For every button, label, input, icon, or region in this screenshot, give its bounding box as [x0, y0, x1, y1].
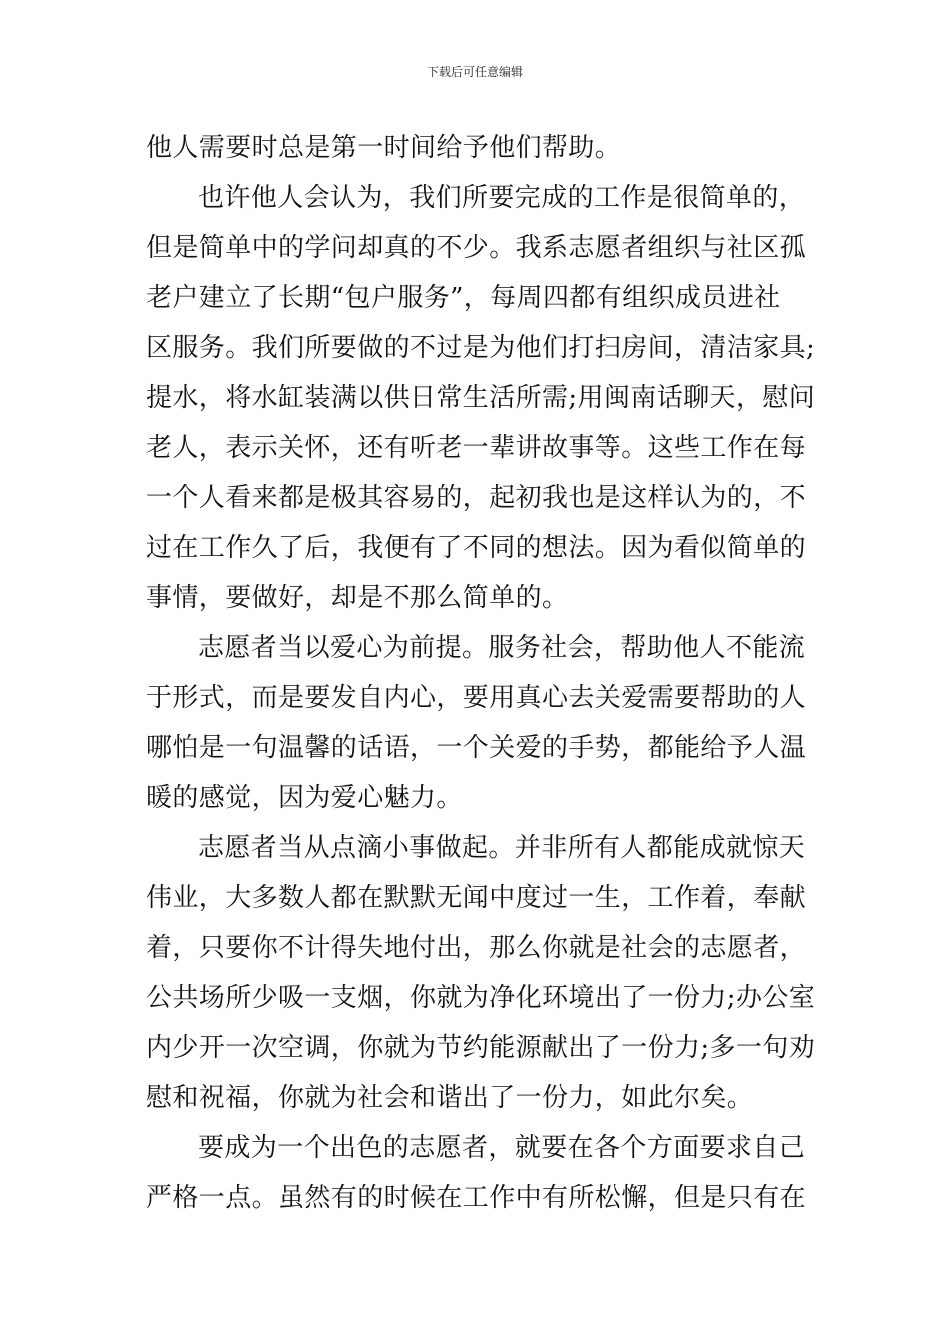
text-line: 他人需要时总是第一时间给予他们帮助。	[146, 133, 622, 163]
paragraph-first-line: 也许他人会认为，我们所要完成的工作是很简单的，	[198, 183, 806, 213]
text-line: 严格一点。虽然有的时候在工作中有所松懈，但是只有在	[146, 1183, 807, 1213]
text-line: 暖的感觉，因为爱心魅力。	[146, 783, 463, 813]
text-line: 一个人看来都是极其容易的，起初我也是这样认为的，不	[146, 483, 807, 513]
text-line: 事情，要做好，却是不那么简单的。	[146, 583, 569, 613]
text-line: 于形式，而是要发自内心，要用真心去关爱需要帮助的人	[146, 683, 807, 713]
text-line: 老户建立了长期“包户服务”，每周四都有组织成员进社	[146, 283, 781, 313]
paragraph-first-line: 志愿者当以爱心为前提。服务社会，帮助他人不能流	[198, 633, 806, 663]
page-header: 下载后可任意编辑	[426, 65, 523, 79]
text-line: 内少开一次空调，你就为节约能源献出了一份力;多一句劝	[146, 1033, 816, 1063]
text-line: 伟业，大多数人都在默默无闻中度过一生，工作着，奉献	[146, 883, 807, 913]
text-line: 过在工作久了后，我便有了不同的想法。因为看似简单的	[146, 533, 807, 563]
document-body	[146, 128, 816, 1228]
text-line: 着，只要你不计得失地付出，那么你就是社会的志愿者，	[146, 933, 807, 963]
text-line: 提水，将水缸装满以供日常生活所需;用闽南话聊天，慰问	[146, 383, 816, 413]
text-line: 老人，表示关怀，还有听老一辈讲故事等。这些工作在每	[146, 433, 807, 463]
text-line: 哪怕是一句温馨的话语，一个关爱的手势，都能给予人温	[146, 733, 807, 763]
text-line: 慰和祝福，你就为社会和谐出了一份力，如此尔矣。	[146, 1083, 754, 1113]
text-line: 公共场所少吸一支烟，你就为净化环境出了一份力;办公室	[146, 983, 816, 1013]
paragraph-first-line: 志愿者当从点滴小事做起。并非所有人都能成就惊天	[198, 833, 806, 863]
paragraph-first-line: 要成为一个出色的志愿者，就要在各个方面要求自己	[198, 1133, 806, 1163]
text-line: 区服务。我们所要做的不过是为他们打扫房间，清洁家具;	[146, 333, 816, 363]
text-line: 但是简单中的学问却真的不少。我系志愿者组织与社区孤	[146, 233, 807, 263]
